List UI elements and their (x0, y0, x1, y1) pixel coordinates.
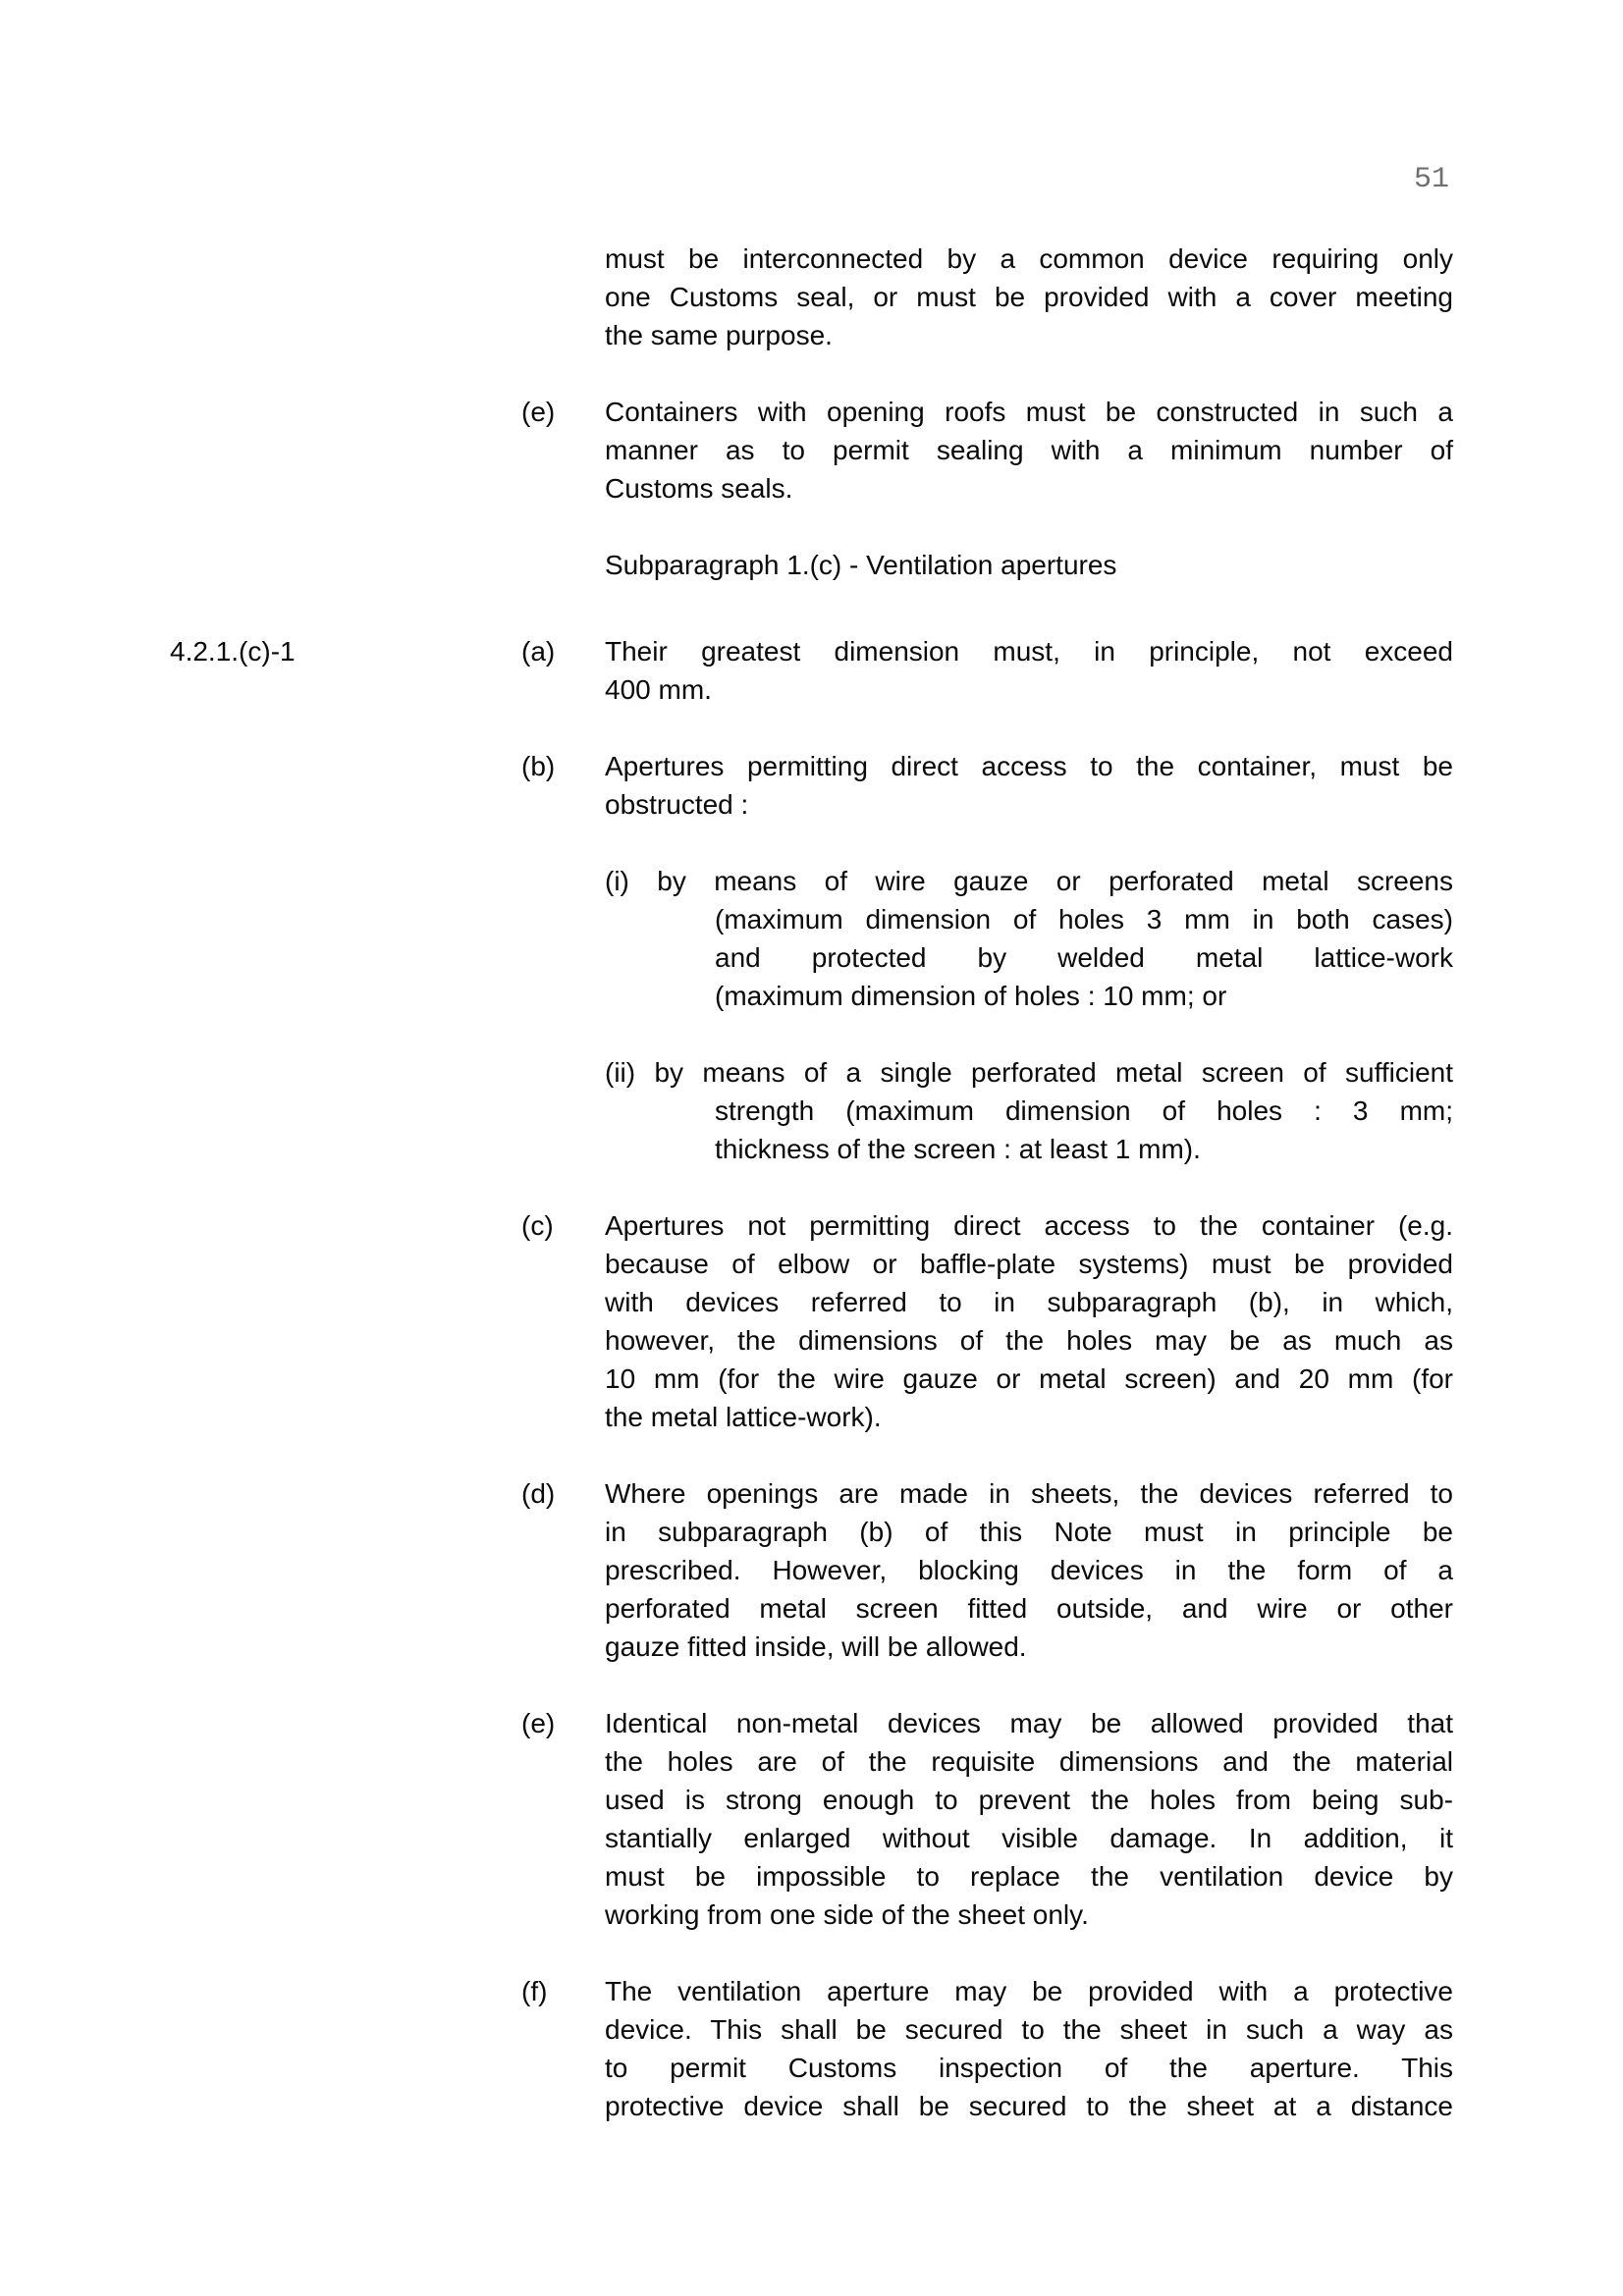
paragraph-letter: (e) (521, 397, 556, 427)
margin-reference-number: 4.2.1.(c)-1 (170, 636, 296, 667)
paragraph-text (605, 393, 1453, 507)
paragraph-a (170, 632, 1453, 709)
text-line: the metal lattice-work). (605, 1402, 882, 1432)
text-line: (i) by means of wire gauze or perforated metal screens (605, 866, 1453, 896)
document-content (0, 240, 1623, 2163)
text-line: strength (maximum dimension of holes : 3 mm; (715, 1095, 1453, 1126)
text-line: prescribed. However, blocking devices in the form of a (605, 1555, 1453, 1585)
text-line: Apertures permitting direct access to the container, must be (605, 751, 1453, 781)
paragraph-letter: (a) (521, 636, 556, 667)
text-line: manner as to permit sealing with a minimum number of (605, 435, 1453, 465)
paragraph-text (605, 632, 1453, 709)
section-heading (605, 546, 1453, 584)
paragraph (605, 240, 1453, 354)
text-line: one Customs seal, or must be provided with a cover meeting (605, 282, 1453, 312)
text-line: 400 mm. (605, 674, 712, 705)
text-line: (ii) by means of a single perforated metal screen of sufficient (605, 1057, 1453, 1088)
text-line: because of elbow or baffle-plate systems) must be provided (605, 1249, 1453, 1279)
paragraph-b (521, 747, 1453, 824)
text-line: the holes are of the requisite dimensions and the material (605, 1746, 1453, 1777)
text-line: (maximum dimension of holes : 10 mm; or (715, 981, 1227, 1011)
page-number: 51 (1414, 163, 1450, 196)
text-line: used is strong enough to prevent the holes from being sub- (605, 1785, 1453, 1815)
paragraph-letter: (e) (521, 1708, 556, 1738)
text-line: obstructed : (605, 789, 749, 820)
text-line: gauze fitted inside, will be allowed. (605, 1631, 1027, 1662)
text-line: thickness of the screen : at least 1 mm). (715, 1134, 1201, 1164)
paragraph-letter: (f) (521, 1976, 548, 2006)
text-line: must be interconnected by a common device requiring only (605, 243, 1453, 274)
paragraph-text (605, 747, 1453, 824)
paragraph-letter: (b) (521, 751, 556, 781)
text-line: Customs seals. (605, 473, 793, 504)
text-line: and protected by welded metal lattice-work (715, 942, 1453, 973)
text-line: with devices referred to in subparagraph (b), in which, (605, 1287, 1453, 1317)
text-line: Subparagraph 1.(c) - Ventilation apertures (605, 550, 1117, 580)
text-line: Identical non-metal devices may be allowed provided that (605, 1708, 1453, 1738)
text-line: (maximum dimension of holes 3 mm in both cases) (715, 904, 1453, 934)
text-line: Containers with opening roofs must be constructed in such a (605, 397, 1453, 427)
paragraph-e (521, 393, 1453, 507)
text-line: Apertures not permitting direct access to the container (e.g. (605, 1210, 1453, 1241)
text-line: in subparagraph (b) of this Note must in principle be (605, 1517, 1453, 1547)
paragraph-text (605, 1704, 1453, 1934)
text-line: perforated metal screen fitted outside, and wire or other (605, 1593, 1453, 1624)
text-line: The ventilation aperture may be provided with a protective (605, 1976, 1453, 2006)
text-line: stantially enlarged without visible damage. In addition, it (605, 1823, 1453, 1853)
text-line: Their greatest dimension must, in principle, not exceed (605, 636, 1453, 667)
sub-item-i (605, 862, 1453, 1015)
text-line: the same purpose. (605, 320, 833, 350)
text-line: 10 mm (for the wire gauze or metal screen) and 20 mm (for (605, 1363, 1453, 1394)
text-line: working from one side of the sheet only. (605, 1899, 1089, 1930)
paragraph-d (521, 1474, 1453, 1666)
sub-item-ii (605, 1053, 1453, 1168)
text-line: must be impossible to replace the ventilation device by (605, 1861, 1453, 1892)
paragraph-text (605, 1474, 1453, 1666)
paragraph-letter: (c) (521, 1210, 554, 1241)
paragraph-text (605, 1206, 1453, 1436)
text-line: device. This shall be secured to the sheet in such a way as (605, 2014, 1453, 2045)
paragraph-e (521, 1704, 1453, 1934)
text-line: Where openings are made in sheets, the devices referred to (605, 1478, 1453, 1509)
text-line: however, the dimensions of the holes may be as much as (605, 1325, 1453, 1356)
paragraph-text (605, 1972, 1453, 2125)
text-line: protective device shall be secured to the sheet at a distance (605, 2091, 1453, 2121)
paragraph-f (521, 1972, 1453, 2125)
paragraph-letter: (d) (521, 1478, 556, 1509)
text-line: to permit Customs inspection of the aperture. This (605, 2053, 1453, 2083)
paragraph-c (521, 1206, 1453, 1436)
